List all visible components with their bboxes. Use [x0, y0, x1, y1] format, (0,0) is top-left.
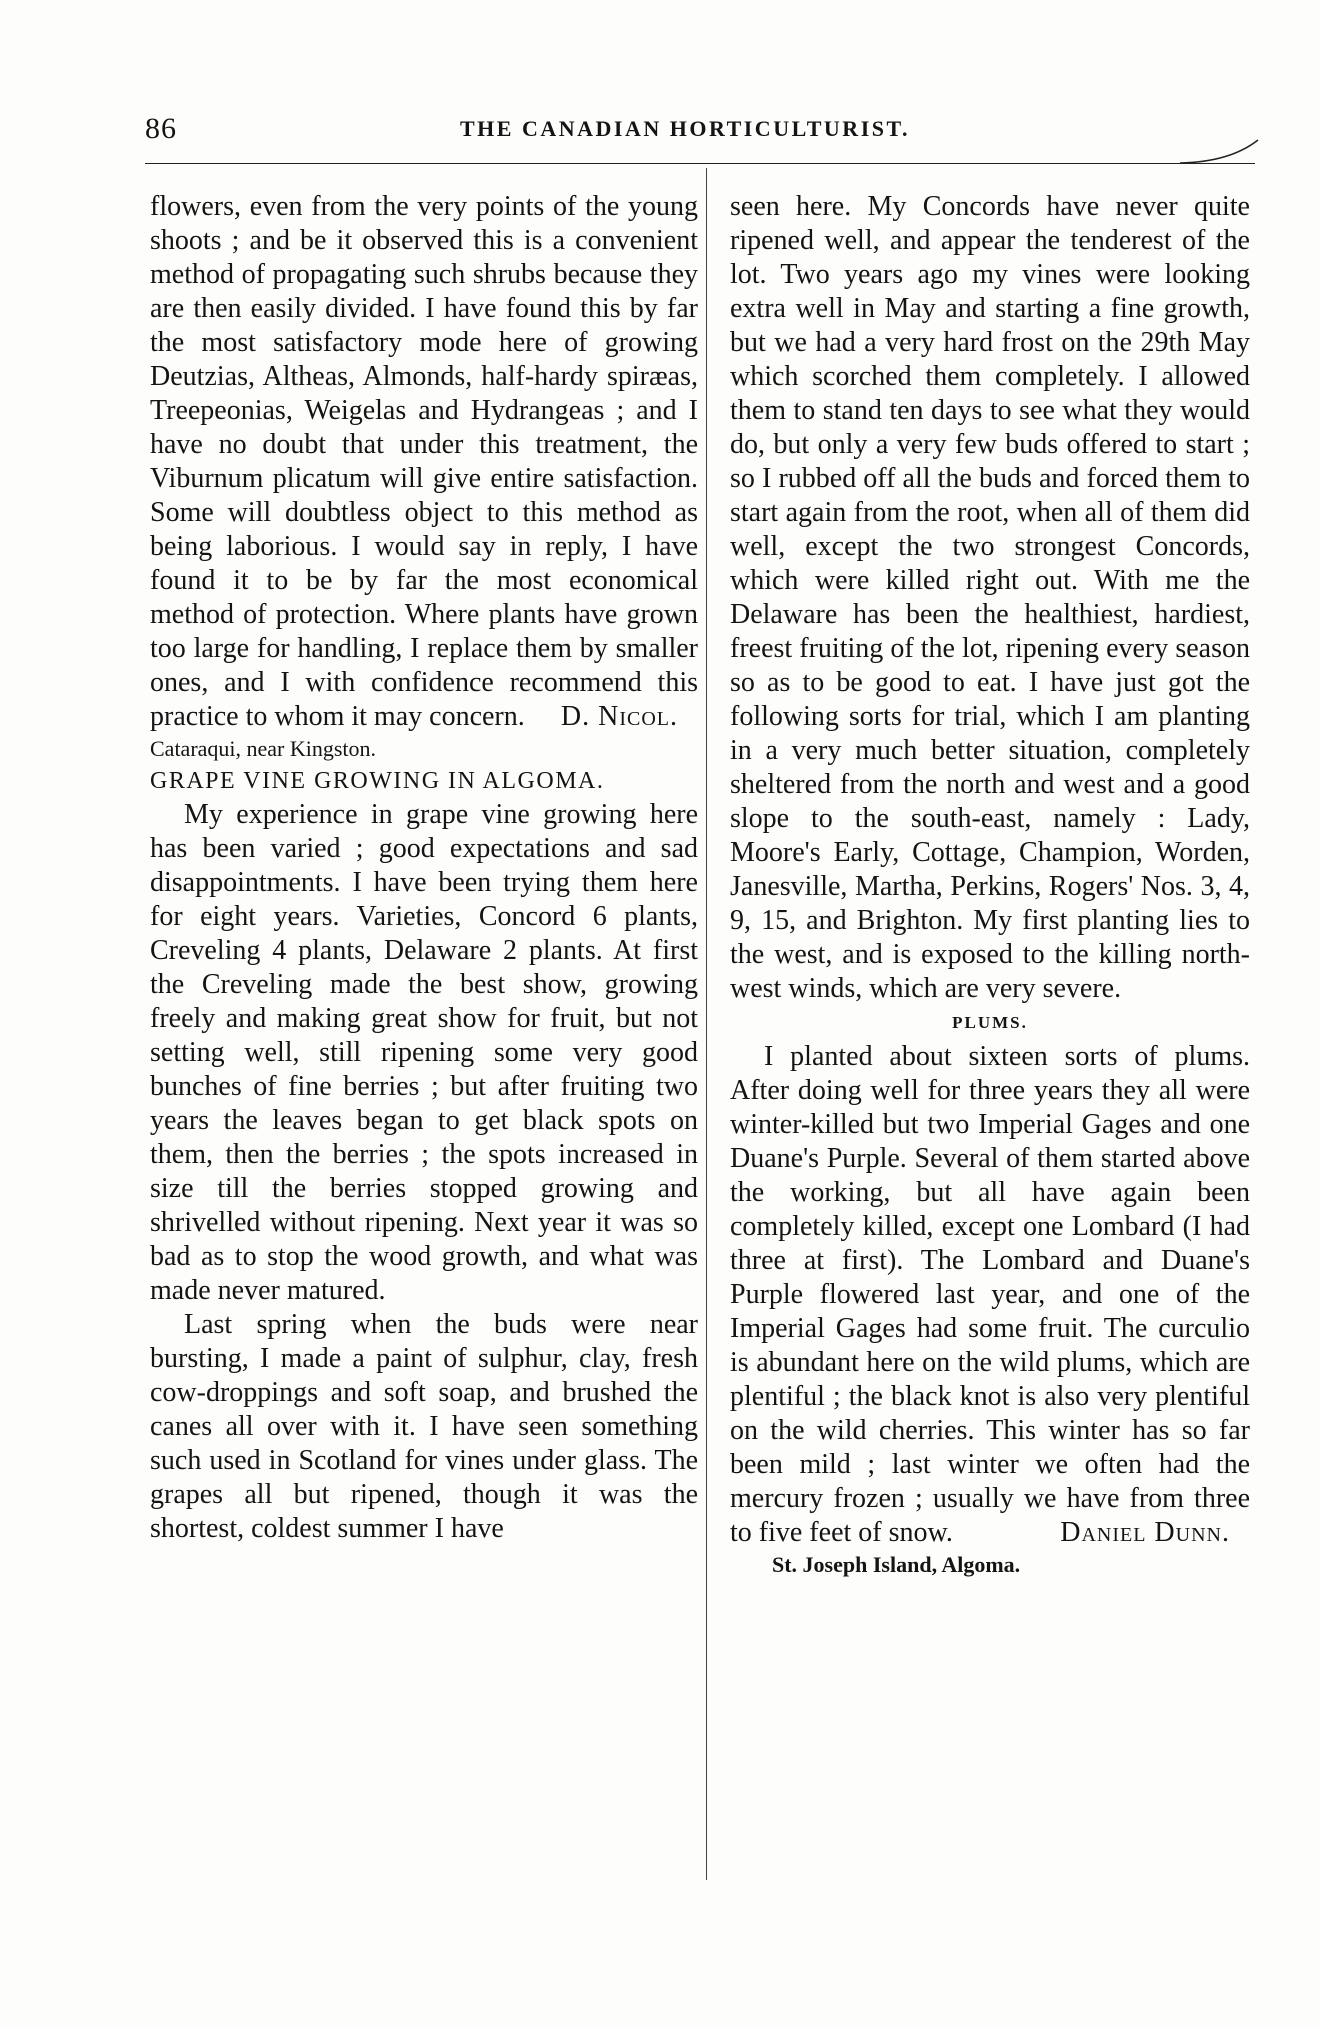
- plums-heading: PLUMS.: [952, 1013, 1028, 1032]
- column-divider: [706, 168, 707, 1880]
- article-heading: GRAPE VINE GROWING IN ALGOMA.: [150, 768, 605, 794]
- article-paragraph-2: Last spring when the buds were near bursting, I made a paint of sulphur, clay, fresh cow-droppings and soft soap, and brushed the canes all over with it. I have seen something such used in Scotland for vines under glass. The grapes all but ripened, though it was the shortest, coldest summer I have: [150, 1309, 698, 1544]
- page-number: 86: [145, 112, 177, 145]
- header-rule: [145, 163, 1255, 164]
- right-column: [730, 190, 1250, 1580]
- continued-paragraph: seen here. My Concords have never quite ripened well, and appear the tenderest of the lot. Two years ago my vines were looking extra well in May and starting a fine growth, but we had a very hard frost on the 29th May which scorched them completely. I allowed them to stand ten days to see what they would do, but only a very few buds offered to start ; so I rubbed off all the buds and forced them to start again from the root, when all of them did well, except the two strongest Concords, which were killed right out. With me the Delaware has been the healthiest, hardiest, freest fruiting of the lot, ripening every season so as to be good to eat. I have just got the following sorts for trial, which I am planting in a very much better situation, completely sheltered from the north and west and a good slope to the south-east, namely : Lady, Moore's Early, Cottage, Champion, Worden, Janesville, Martha, Perkins, Rogers' Nos. 3, 4, 9, 15, and Brighton. My first planting lies to the west, and is exposed to the killing north-west winds, which are very severe.: [730, 191, 1250, 1004]
- article-paragraph-1: My experience in grape vine growing here has been varied ; good expectations and sad disappointments. I have been trying them here for eight years. Varieties, Concord 6 plants, Creveling 4 plants, Delaware 2 plants. At first the Creveling made the best show, growing freely and making great show for fruit, but not setting well, still ripening some very good bunches of fine berries ; but after fruiting two years the leaves began to get black spots on them, then the berries ; the spots increased in size till the berries stopped growing and shrivelled without ripening. Next year it was so bad as to stop the wood growth, and what was made never matured.: [150, 799, 698, 1306]
- intro-signature: D. Nicol.: [560, 701, 678, 732]
- plums-paragraph-text: I planted about sixteen sorts of plums. After doing well for three years they all were winter-killed but two Imperial Gages and one Duane's Purple. Several of them started above the working, but all have again been completely killed, except one Lombard (I had three at first). The Lombard and Duane's Purple flowered last year, and one of the Imperial Gages had some fruit. The curculio is abundant here on the wild plums, which are plentiful ; the black knot is also very plentiful on the wild cherries. This winter has so far been mild ; last winter we often had the mercury frozen ; usually we have from three to five feet of snow.: [730, 1041, 1250, 1548]
- plums-paragraph: [730, 1040, 1250, 1550]
- page-header: [145, 112, 1255, 152]
- header-rule-flourish: [1180, 138, 1260, 168]
- author-signature: Daniel Dunn.: [1060, 1517, 1230, 1548]
- running-title: THE CANADIAN HORTICULTURIST.: [460, 116, 911, 141]
- intro-paragraph: [150, 190, 698, 734]
- left-column: [150, 190, 698, 1546]
- intro-paragraph-text: flowers, even from the very points of the young shoots ; and be it observed this is a convenient method of propagating such shrubs because they are then easily divided. I have found this by far the most satisfactory mode here of growing Deutzias, Altheas, Almonds, half-hardy spiræas, Treepeonias, Weigelas and Hydrangeas ; and I have no doubt that under this treatment, the Viburnum plicatum will give entire satisfaction. Some will doubtless object to this method as being laborious. I would say in reply, I have found it to be by far the most economical method of protection. Where plants have grown too large for handling, I replace them by smaller ones, and I with confidence recommend this practice to whom it may concern.: [150, 191, 698, 732]
- intro-place: Cataraqui, near Kingston.: [150, 736, 377, 761]
- author-place: St. Joseph Island, Algoma.: [772, 1552, 1021, 1577]
